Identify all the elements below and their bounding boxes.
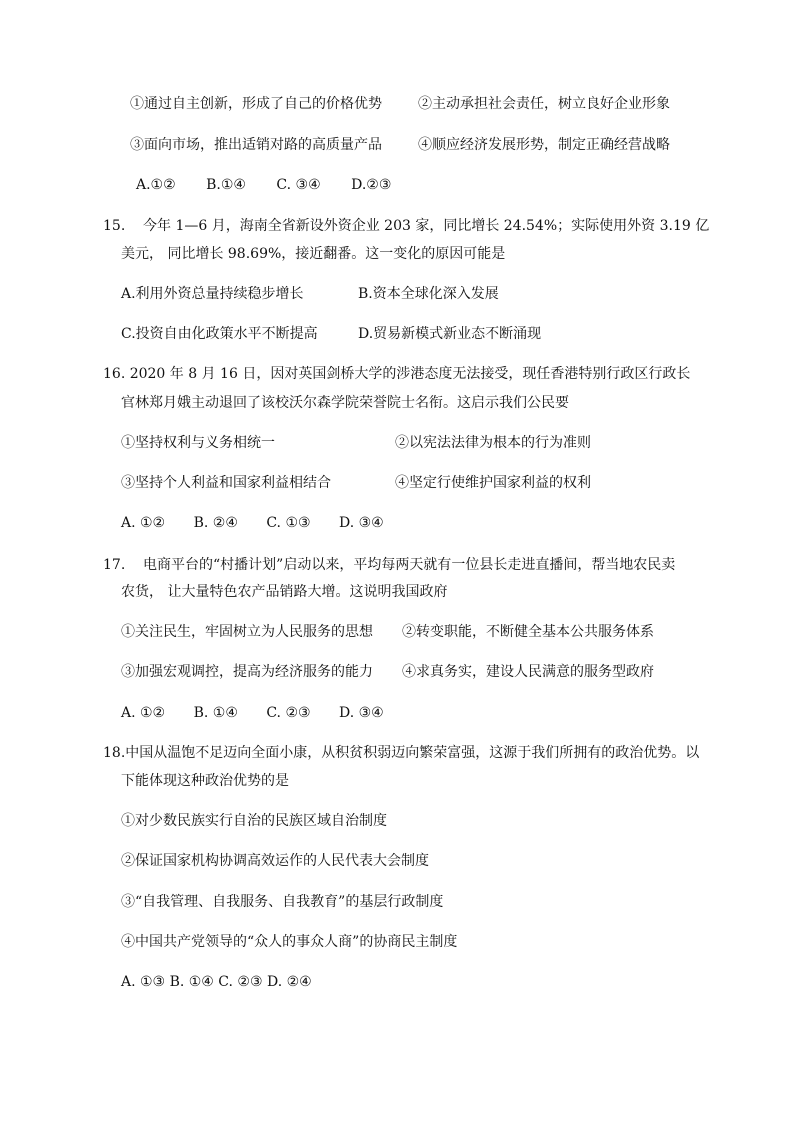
q18-option-1: ①对少数民族实行自治的民族区域自治制度 [121, 813, 387, 829]
q14-choice-c: C. ③④ [276, 177, 321, 193]
q17-choice-b: B. ①④ [193, 705, 238, 721]
q17-option-2: ②转变职能，不断健全基本公共服务体系 [402, 624, 654, 640]
q14-choice-a: A.①② [136, 177, 176, 193]
q16-option-3: ③坚持个人利益和国家利益相结合 [121, 475, 331, 491]
q15-option-d: D.贸易新模式新业态不断涌现 [358, 326, 542, 342]
q14-choices [136, 175, 417, 195]
q16-choice-d: D. ③④ [339, 515, 384, 531]
q17-option-1: ①关注民生，牢固树立为人民服务的思想 [121, 624, 373, 640]
q17-option-3: ③加强宏观调控，提高为经济服务的能力 [121, 664, 373, 680]
q16-choices [121, 513, 408, 533]
q16-option-1: ①坚持权利与义务相统一 [121, 435, 275, 451]
q14-option-3: ③面向市场，推出适销对路的高质量产品 [130, 137, 382, 153]
q14-choice-d: D.②③ [351, 177, 392, 193]
q16-choice-b: B. ②④ [193, 515, 238, 531]
q17-number: 17. [103, 557, 126, 573]
q18-option-4: ④中国共产党领导的“众人的事众人商”的协商民主制度 [121, 934, 458, 950]
q16-choice-a: A. ①② [121, 515, 166, 531]
q14-option-4: ④顺应经济发展形势，制定正确经营战略 [418, 137, 670, 153]
q17-option-4: ④求真务实，建设人民满意的服务型政府 [402, 664, 654, 680]
q14-option-1: ①通过自主创新，形成了自己的价格优势 [130, 96, 382, 112]
q18-stem-line-2: 下能体现这种政治优势的是 [121, 773, 289, 789]
q17-choice-a: A. ①② [121, 705, 166, 721]
q18-option-2: ②保证国家机构协调高效运作的人民代表大会制度 [121, 853, 429, 869]
q15-option-a: A.利用外资总量持续稳步增长 [121, 286, 304, 302]
q15-stem-line-1: 今年 1—6 月，海南全省新设外资企业 203 家，同比增长 24.54%；实际使用外资 3.19 亿 [143, 218, 710, 234]
q15-number: 15. [103, 218, 126, 234]
q17-choice-d: D. ③④ [339, 705, 384, 721]
q18-option-3: ③“自我管理、自我服务、自我教育”的基层行政制度 [121, 894, 444, 910]
q17-stem-line-2: 农货， 让大量特色农产品销路大增。这说明我国政府 [121, 584, 448, 600]
q18-stem-line-1: 18.中国从温饱不足迈向全面小康，从积贫积弱迈向繁荣富强，这源于我们所拥有的政治优势。以 [103, 745, 700, 761]
q17-stem-line-1: 电商平台的“村播计划”启动以来，平均每两天就有一位县长走进直播间，帮当地农民卖 [143, 557, 676, 573]
q18-choices: A. ①③ B. ①④ C. ②③ D. ②④ [121, 974, 312, 990]
q16-stem-line-2: 官林郑月娥主动退回了该校沃尔森学院荣誉院士名衔。这启示我们公民要 [121, 395, 569, 411]
q15-option-b: B.资本全球化深入发展 [358, 286, 499, 302]
q16-option-2: ②以宪法法律为根本的行为准则 [395, 435, 591, 451]
q15-option-c: C.投资自由化政策水平不断提高 [121, 326, 318, 342]
q17-choices [121, 703, 408, 723]
q17-choice-c: C. ②③ [266, 705, 311, 721]
q16-option-4: ④坚定行使维护国家利益的权利 [395, 475, 591, 491]
q15-stem-line-2: 美元， 同比增长 98.69%，接近翻番。这一变化的原因可能是 [121, 246, 506, 262]
q16-choice-c: C. ①③ [266, 515, 311, 531]
q14-option-2: ②主动承担社会责任，树立良好企业形象 [418, 96, 670, 112]
q16-stem-line-1: 16. 2020 年 8 月 16 日，因对英国剑桥大学的涉港态度无法接受，现任香港特别行政区行政长 [103, 366, 691, 382]
q14-choice-b: B.①④ [206, 177, 246, 193]
